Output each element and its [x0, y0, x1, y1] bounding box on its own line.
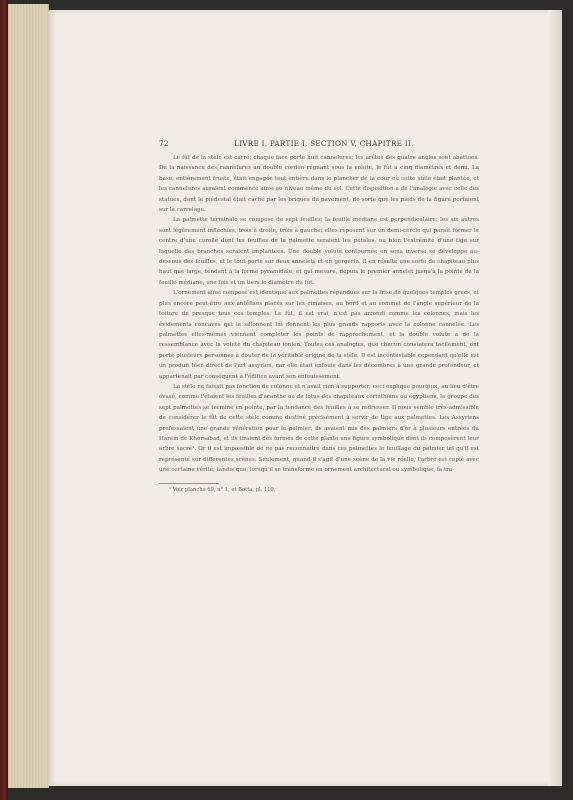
page-header — [159, 139, 479, 148]
book-binding — [0, 0, 8, 800]
paragraph-1: Le fût de la stèle est carré; chaque face porte huit cannelures; les arêtes des quatre angles sont abattues. De la naissance des cannelures au double cordon régnant sous la volute, le fût a cinq diamètres et demi. La base, entièrement fruste, était engagée tout entière dans le plancher de la cour où cette stèle était plantée, et les cannelures auraient commencé ainsi au niveau même du sol. Cette disposition a de l'analogie avec celle des statues, dont le piédestal était caché par les briques du pavement, de sorte que les pieds de la figure portaient sur le carrelage. — [159, 155, 479, 214]
running-title: LIVRE I, PARTIE I, SECTION V, CHAPITRE II. — [234, 139, 414, 148]
page-content — [159, 139, 479, 494]
paragraph-4: La stèle ne faisait pas fonction de colonne et n'avait rien à supporter; ceci explique pourquoi, au lieu d'être évasé, comme l'étaient les feuilles d'acanthe ou de lotus des chapiteaux corinthiens ou égyptiens, le groupe des sept palmettes se termine en pointe, par la tendance des feuilles à se redresser. Il nous semble très-admissible de considérer le fût de cette stèle comme destiné précisément à servir de tige aux palmettes. Les Assyriens professaient une grande vénération pour le palmier; ils avaient mis des palmiers d'or à plusieurs entrées du Harem de Khorsabad, et ils tiraient des formes de cette plante une figure symbolique dont ils composèrent leur arbre sacré¹. Or il est impossible de ne pas reconnaître dans ces palmettes le feuillage du palmier tel qu'il est représenté sur différentes scènes. Seulement, quand il s'agit d'une scène de la vie réelle, l'arbre est copié avec une certaine vérité; tandis que, lorsqu'il se transforme en ornement architectural ou symbolique, la tra- — [159, 383, 479, 474]
page-number: 72 — [159, 139, 169, 148]
footnote: ¹ Voir planche 69, n° 1, et Botta, pl. 119. — [169, 486, 276, 493]
paragraph-3: L'ornement ainsi composé est identique aux palmettes répandues sur la frise de quelques temples grecs, et plus encore peut-être aux antéfixes placés sur les cimaises, au bord et au sommet de l'angle supérieur de la toiture de presque tous ces temples. Le fût, il est vrai, n'est pas arrondi comme les colonnes, mais les évidements concaves qui le sillonnent lui donnent les plus grands rapports avec la colonne cannelée. Les palmettes elles-mêmes viennent compléter les points de rapprochement, et la double volute a de la ressemblance avec la volute du chapiteau ionien. Toutes ces analogies, que chacun constatera facilement, ont porté plusieurs personnes à douter de la véritable origine de la stèle. Il est incontestable cependant qu'elle est un produit bien direct de l'art assyrien, car elle était enfouie dans les décombres à une grande profondeur, et appartenait par conséquent à l'édifice avant son enfouissement. — [159, 290, 479, 380]
page-gutter-shadow — [548, 10, 562, 786]
paragraph-2: La palmette terminale se compose de sept feuilles; la feuille médiane est perpendiculaire; les six autres sont légèrement infléchies, trois à droite, trois à gauche; elles reposent sur un demi-cercle qui paraît former le centre d'une corolle dont les feuilles de la palmette seraient les pétales, ou bien l'extrémité d'une tige sur laquelle des branches seraient implantées. Une double volute contournée en sens inverse se développe au-dessous des feuilles, et le tout porte sur deux annelets et un gorgerin. Il en résulte une sorte de chapiteau plus haut que large, tendant à la forme pyramidale, et qui mesure, depuis le premier annelet jusqu'à la pointe de la feuille médiane, une fois et un tiers le diamètre du fût. — [159, 217, 479, 286]
page-edges — [8, 4, 49, 788]
footnote-divider — [159, 483, 219, 484]
